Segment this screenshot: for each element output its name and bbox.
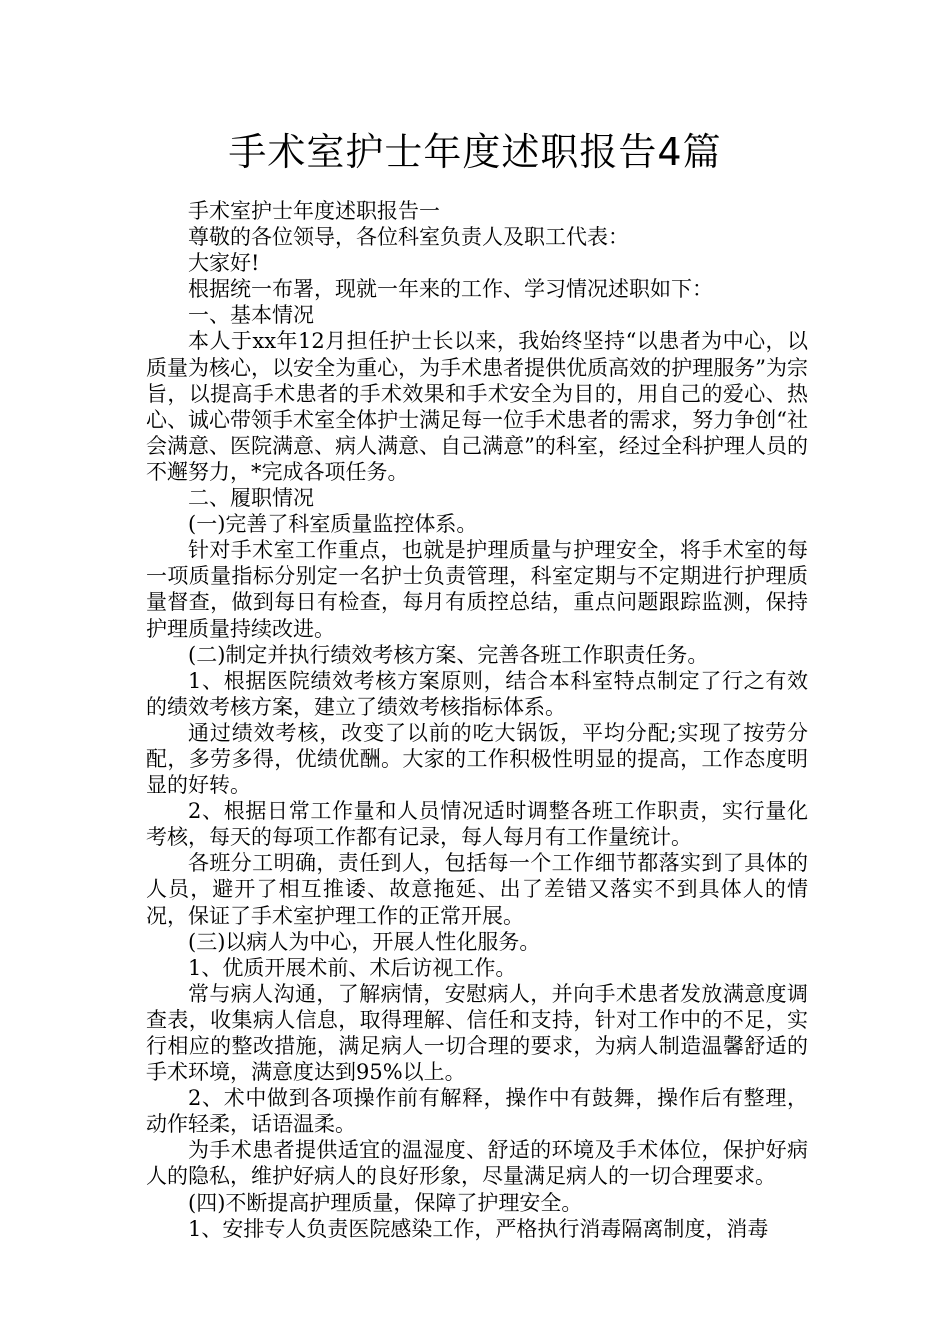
- paragraph: 为手术患者提供适宜的温湿度、舒适的环境及手术体位，保护好病人的隐私，维护好病人的良好形象，尽量满足病人的一切合理要求。: [146, 1138, 808, 1189]
- paragraph: 1、根据医院绩效考核方案原则，结合本科室特点制定了行之有效的绩效考核方案，建立了绩效考核指标体系。: [146, 668, 808, 719]
- paragraph: 本人于xx年12月担任护士长以来，我始终坚持“以患者为中心，以质量为核心，以安全为重心，为手术患者提供优质高效的护理服务”为宗旨，以提高手术患者的手术效果和手术安全为目的，用自己的爱心、热心、诚心带领手术室全体护士满足每一位手术患者的需求，努力争创“社会满意、医院满意、病人满意、自己满意”的科室，经过全科护理人员的不邂努力，*完成各项任务。: [146, 329, 808, 484]
- paragraph: 针对手术室工作重点，也就是护理质量与护理安全，将手术室的每一项质量指标分别定一名护士负责管理，科室定期与不定期进行护理质量督查，做到每日有检查，每月有质控总结，重点问题跟踪监测，保持护理质量持续改进。: [146, 538, 808, 641]
- paragraph: 1、安排专人负责医院感染工作，严格执行消毒隔离制度，消毒: [188, 1216, 769, 1241]
- paragraph: 大家好!: [188, 251, 260, 276]
- document-body: [146, 198, 808, 1242]
- subsection-heading: (四)不断提高护理质量，保障了护理安全。: [188, 1190, 583, 1215]
- paragraph: 根据统一布署，现就一年来的工作、学习情况述职如下：: [188, 277, 713, 302]
- section-heading: 二、履职情况: [188, 486, 314, 511]
- subsection-heading: (二)制定并执行绩效考核方案、完善各班工作职责任务。: [188, 642, 709, 667]
- paragraph: 各班分工明确，责任到人，包括每一个工作细节都落实到了具体的人员，避开了相互推诿、故意拖延、出了差错又落实不到具体人的情况，保证了手术室护理工作的正常开展。: [146, 851, 808, 928]
- paragraph: 尊敬的各位领导，各位科室负责人及职工代表：: [188, 225, 629, 250]
- paragraph: 1、优质开展术前、术后访视工作。: [188, 955, 517, 980]
- paragraph: 手术室护士年度述职报告一: [188, 199, 440, 223]
- subsection-heading: (一)完善了科室质量监控体系。: [188, 512, 478, 537]
- paragraph: 2、根据日常工作量和人员情况适时调整各班工作职责，实行量化考核，每天的每项工作都有记录，每人每月有工作量统计。: [146, 799, 808, 850]
- document-title: 手术室护士年度述职报告4篇: [228, 130, 722, 174]
- paragraph: 常与病人沟通，了解病情，安慰病人，并向手术患者发放满意度调查表，收集病人信息，取得理解、信任和支持，针对工作中的不足，实行相应的整改措施，满足病人一切合理的要求，为病人制造温馨舒适的手术环境，满意度达到95%以上。: [146, 981, 808, 1085]
- subsection-heading: (三)以病人为中心，开展人性化服务。: [188, 929, 541, 954]
- paragraph: 通过绩效考核，改变了以前的吃大锅饭，平均分配;实现了按劳分配，多劳多得，优绩优酬。大家的工作积极性明显的提高，工作态度明显的好转。: [146, 720, 808, 798]
- paragraph: 2、术中做到各项操作前有解释，操作中有鼓舞，操作后有整理，动作轻柔，话语温柔。: [146, 1086, 808, 1137]
- section-heading: 一、基本情况: [188, 303, 314, 328]
